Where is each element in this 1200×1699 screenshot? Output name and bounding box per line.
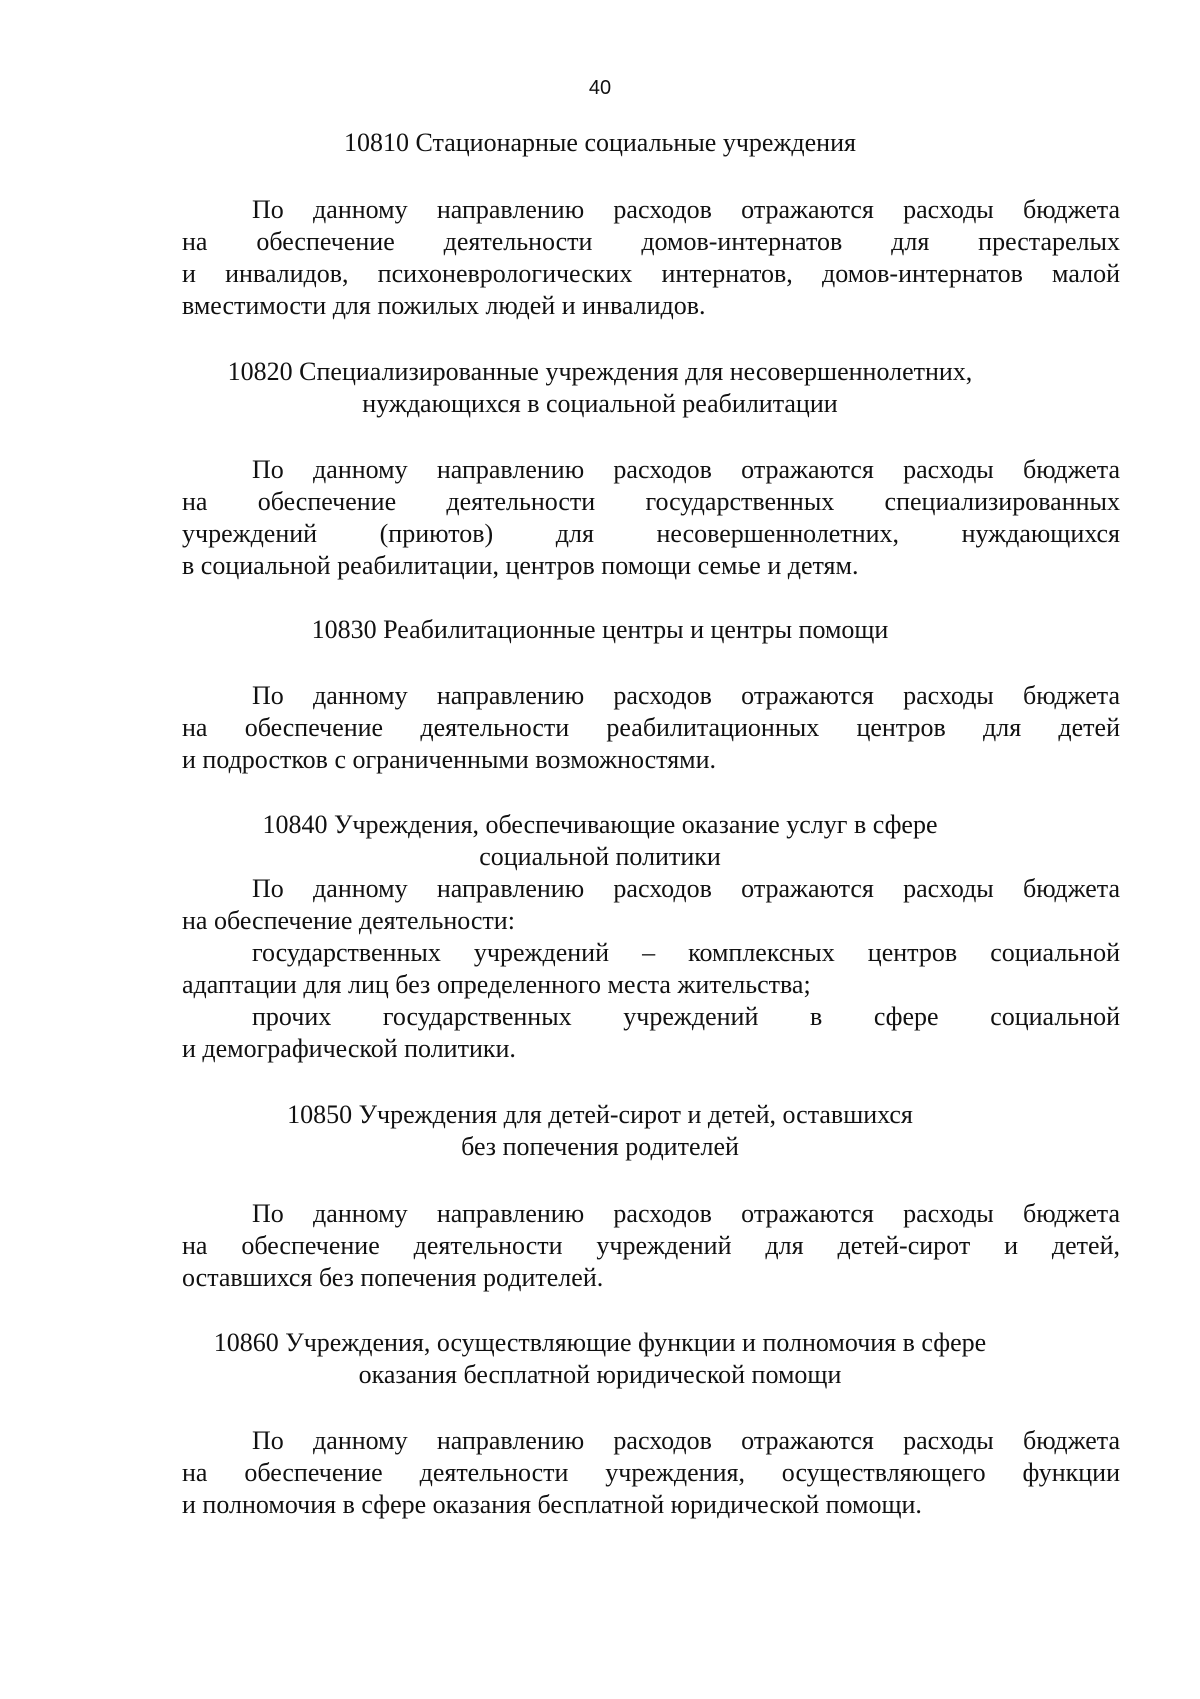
paragraph-line: на обеспечение деятельности учреждений для детей-сирот и детей, — [182, 1231, 1120, 1260]
paragraph-line: адаптации для лиц без определенного места жительства; — [182, 970, 811, 999]
heading-line: 10850 Учреждения для детей-сирот и детей, оставшихся — [287, 1100, 913, 1129]
section-paragraph-10860 — [182, 1425, 1120, 1521]
paragraph-line: на обеспечение деятельности государственных специализированных — [182, 487, 1120, 516]
heading-line: оказания бесплатной юридической помощи — [358, 1360, 842, 1389]
paragraph-line: на обеспечение деятельности учреждения, осуществляющего функции — [182, 1458, 1120, 1487]
paragraph-line: на обеспечение деятельности реабилитационных центров для детей — [182, 713, 1120, 742]
heading-line: 10830 Реабилитационные центры и центры помощи — [311, 615, 889, 644]
paragraph-line: По данному направлению расходов отражаются расходы бюджета — [252, 874, 1120, 903]
heading-line: 10840 Учреждения, обеспечивающие оказание услуг в сфере — [262, 810, 938, 839]
paragraph-line: учреждений (приютов) для несовершеннолетних, нуждающихся — [182, 519, 1120, 548]
paragraph-line: и полномочия в сфере оказания бесплатной юридической помощи. — [182, 1490, 922, 1519]
section-heading-10820 — [0, 356, 1200, 420]
page-number: 40 — [588, 77, 612, 99]
paragraph-line: на обеспечение деятельности: — [182, 906, 515, 935]
paragraph-line: в социальной реабилитации, центров помощи семье и детям. — [182, 551, 859, 580]
section-heading-10810 — [0, 127, 1200, 159]
heading-line: 10860 Учреждения, осуществляющие функции и полномочия в сфере — [213, 1328, 987, 1357]
section-heading-10850 — [0, 1099, 1200, 1163]
paragraph-line: вместимости для пожилых людей и инвалидов. — [182, 291, 706, 320]
section-paragraph-10820 — [182, 454, 1120, 582]
paragraph-line: По данному направлению расходов отражаются расходы бюджета — [252, 455, 1120, 484]
paragraph-line: прочих государственных учреждений в сфере социальной — [252, 1002, 1120, 1031]
paragraph-line: государственных учреждений – комплексных центров социальной — [252, 938, 1120, 967]
heading-line: нуждающихся в социальной реабилитации — [362, 389, 838, 418]
section-paragraph-10840 — [182, 873, 1120, 1065]
heading-line: 10810 Стационарные социальные учреждения — [344, 128, 856, 157]
paragraph-line: оставшихся без попечения родителей. — [182, 1263, 604, 1292]
paragraph-line: и подростков с ограниченными возможностями. — [182, 745, 717, 774]
paragraph-line: По данному направлению расходов отражаются расходы бюджета — [252, 1426, 1120, 1455]
heading-line: без попечения родителей — [461, 1132, 739, 1161]
section-heading-10840 — [0, 809, 1200, 873]
section-heading-10860 — [0, 1327, 1200, 1391]
paragraph-line: на обеспечение деятельности домов-интернатов для престарелых — [182, 227, 1120, 256]
paragraph-line: и инвалидов, психоневрологических интернатов, домов-интернатов малой — [182, 259, 1120, 288]
section-paragraph-10850 — [182, 1198, 1120, 1294]
paragraph-line: По данному направлению расходов отражаются расходы бюджета — [252, 195, 1120, 224]
heading-line: социальной политики — [479, 842, 721, 871]
paragraph-line: и демографической политики. — [182, 1034, 516, 1063]
section-paragraph-10810 — [182, 194, 1120, 322]
paragraph-line: По данному направлению расходов отражаются расходы бюджета — [252, 681, 1120, 710]
heading-line: 10820 Специализированные учреждения для несовершеннолетних, — [227, 357, 973, 386]
section-heading-10830 — [0, 614, 1200, 646]
section-paragraph-10830 — [182, 680, 1120, 776]
paragraph-line: По данному направлению расходов отражаются расходы бюджета — [252, 1199, 1120, 1228]
